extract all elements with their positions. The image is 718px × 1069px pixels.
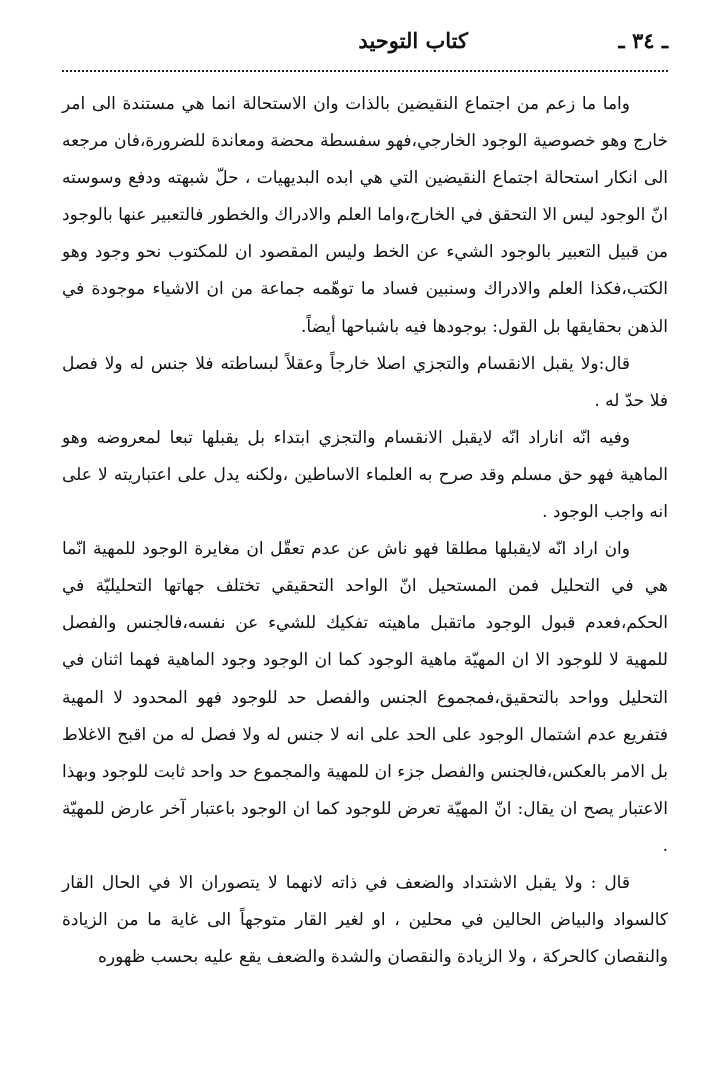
paragraph: قال:ولا يقبل الانقسام والتجزي اصلا خارجاً وعقلاً لبساطته فلا جنس له ولا فصل فلا حدّ له . [62, 353, 668, 411]
header-divider [62, 70, 668, 72]
paragraph: واما ما زعم من اجتماع النقيضين بالذات وان الاستحالة انما هي مستندة الى امر خارج وهو خصوصية الوجود الخارجي،فهو سفسطة محضة ومعاندة للضرورة،فان مرجعه الى انكار استحالة اجتماع النقيضين التي هي ابده البديهيات ، حلّ شبهته ودفع وسوسته انّ الوجود ليس الا التحقق في الخارج،واما العلم والادراك والخطور فالتعبير عنها بالوجود من قبيل التعبير بالوجود الشيء عن الخط وليس المقصود ان للمكتوب نحو وجود وهو الكتب،فكذا العلم والادراك وسنبين فساد ما توهّمه جماعة من ان الاشياء موجودة في الذهن بحقايقها بل القول: بوجودها فيه باشباحها أيضاً. [62, 94, 668, 337]
paragraph: قال : ولا يقبل الاشتداد والضعف في ذاته لانهما لا يتصوران الا في الحال القار كالسواد والبياض الحالين في محلين ، او لغير القار متوجهاً الى غاية ما من الزيادة والنقصان كالحركة ، ولا الزيادة والنقصان والشدة والضعف يقع عليه بحسب ظهوره [62, 872, 668, 968]
page-body [62, 86, 668, 976]
paragraph: وفيه انّه اناراد انّه لايقبل الانقسام والتجزي ابتداء بل يقبلها تبعا لمعروضه وهو الماهية فهو حق مسلم وقد صرح به العلماء الاساطين ،ولكنه يدل على اعتباريته لا على انه واجب الوجود . [62, 427, 668, 523]
page-number: ـ ٣٤ ـ [618, 28, 668, 53]
paragraph: وان اراد انّه لايقبلها مطلقا فهو ناش عن عدم تعقّل ان مغايرة الوجود للمهية انّما هي في التحليل فمن المستحيل انّ الواحد التحقيقي تختلف جهاتها التحليليّة في الحكم،فعدم قبول الوجود ماتقبل ماهيته تفكيك للشيء عن نفسه،فالجنس والفصل للمهية لا للوجود الا ان المهيّة ماهية الوجود كما ان الوجود وجود الماهية فهما اثنان في التحليل وواحد بالتحقيق،فمجموع الجنس والفصل حد للوجود فهو المحدود لا المهية فتفريع عدم اشتمال الوجود على الحد على انه لا جنس له ولا فصل له من اقبح الاغلاط بل الامر بالعكس،فالجنس والفصل جزء ان للمهية والمجموع حد واحد ثابت للوجود وبهذا الاعتبار يصح ان يقال: انّ المهيّة تعرض للوجود كما ان الوجود باعتبار آخر عارض للمهيّة . [62, 539, 668, 856]
page-header [62, 28, 668, 64]
book-title: كتاب التوحيد [358, 28, 468, 53]
